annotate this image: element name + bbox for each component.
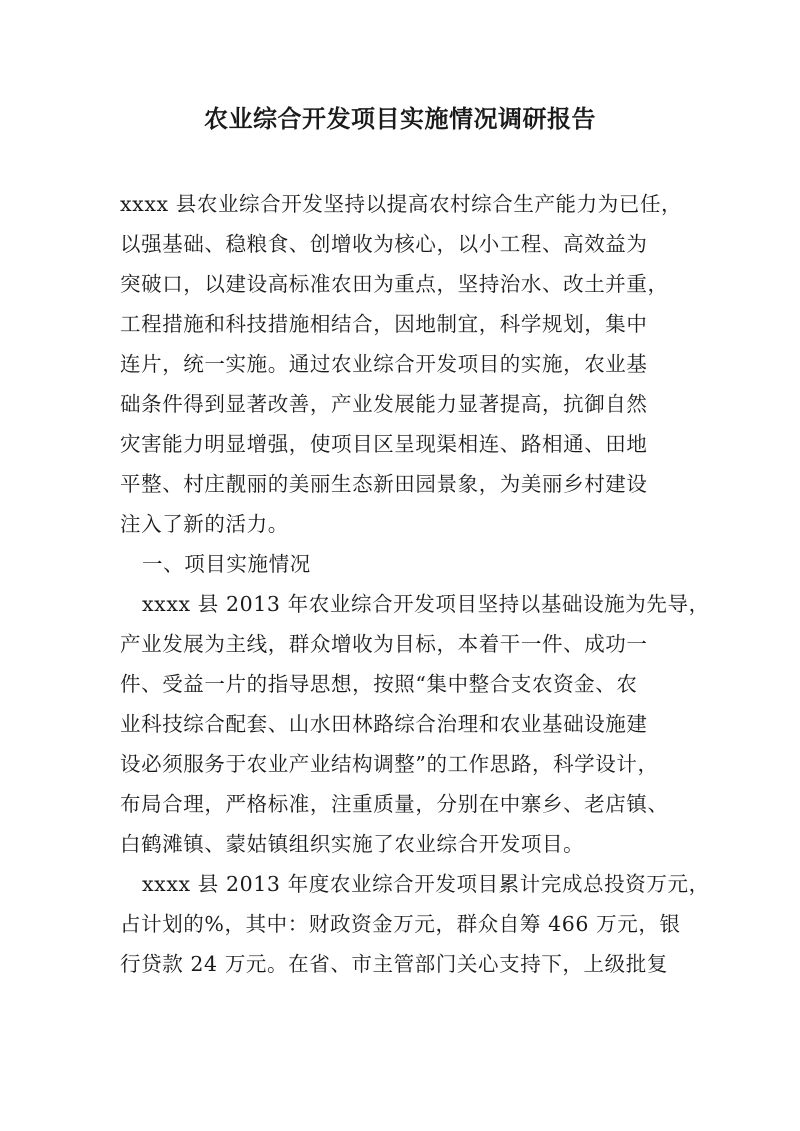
paragraph-line: xxxx 县 2013 年农业综合开发项目坚持以基础设施为先导， — [142, 592, 710, 616]
paragraph-line: 布局合理，严格标准，注重质量，分别在中寨乡、老店镇、 — [120, 792, 669, 816]
paragraph-line: 工程措施和科技措施相结合，因地制宜，科学规划，集中 — [120, 312, 648, 336]
paragraph-line: 突破口，以建设高标准农田为重点，坚持治水、改土并重， — [120, 272, 669, 296]
paragraph-line: 平整、村庄靓丽的美丽生态新田园景象，为美丽乡村建设 — [120, 472, 648, 496]
paragraph-line: xxxx 县 2013 年度农业综合开发项目累计完成总投资万元， — [142, 872, 710, 896]
paragraph-line: 础条件得到显著改善，产业发展能力显著提高，抗御自然 — [120, 392, 648, 416]
paragraph-line: 设必须服务于农业产业结构调整”的工作思路，科学设计， — [120, 752, 659, 776]
document-body — [120, 184, 710, 984]
paragraph-line: 产业发展为主线，群众增收为目标，本着干一件、成功一 — [120, 632, 648, 656]
paragraph-line: 灾害能力明显增强，使项目区呈现渠相连、路相通、田地 — [120, 432, 648, 456]
paragraph-line: 件、受益一片的指导思想，按照“集中整合支农资金、农 — [120, 672, 638, 696]
paragraph-line: 连片，统一实施。通过农业综合开发项目的实施，农业基 — [120, 352, 648, 376]
paragraph-line: 注入了新的活力。 — [120, 512, 289, 536]
paragraph-line: 白鹤滩镇、蒙姑镇组织实施了农业综合开发项目。 — [120, 832, 585, 856]
paragraph-line: 以强基础、稳粮食、创增收为核心，以小工程、高效益为 — [120, 232, 648, 256]
paragraph-line: 占计划的%，其中：财政资金万元，群众自筹 466 万元，银 — [120, 912, 681, 936]
paragraph-line: xxxx 县农业综合开发坚持以提高农村综合生产能力为已任， — [120, 192, 683, 216]
paragraph-line: 行贷款 24 万元。在省、市主管部门关心支持下，上级批复 — [120, 952, 668, 976]
section-heading: 一、项目实施情况 — [142, 552, 311, 576]
paragraph-line: 业科技综合配套、山水田林路综合治理和农业基础设施建 — [120, 712, 648, 736]
document-title: 农业综合开发项目实施情况调研报告 — [204, 104, 596, 133]
